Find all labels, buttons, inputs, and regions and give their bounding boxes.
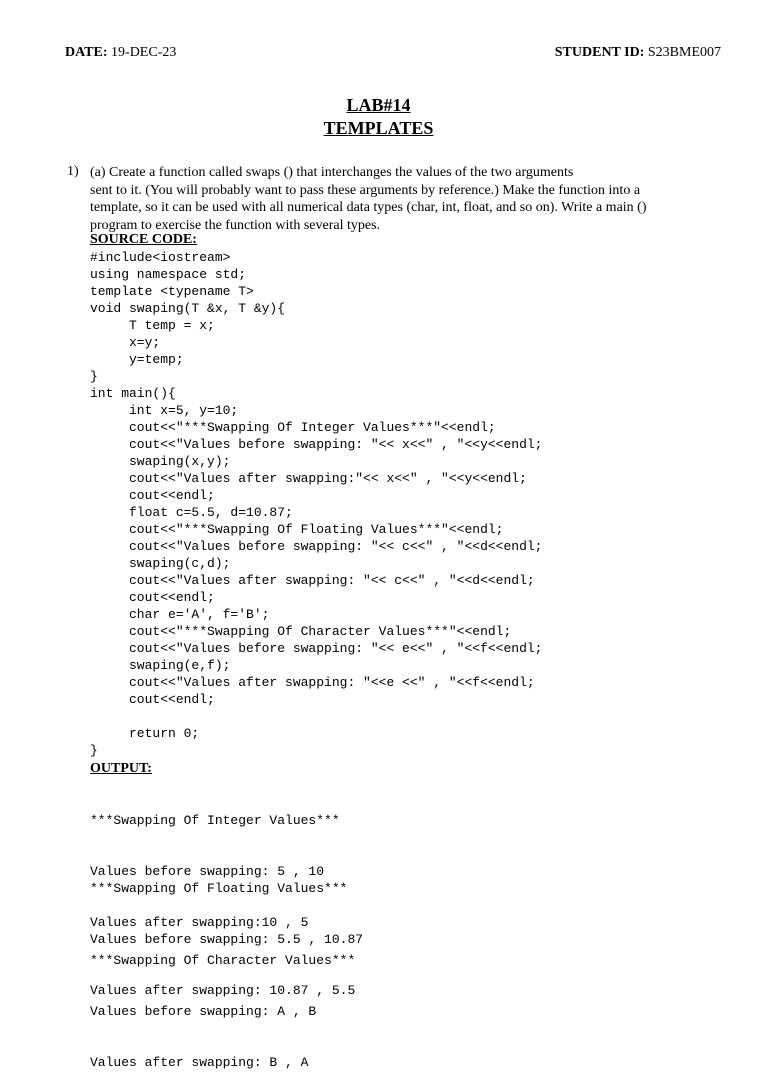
code-line: void swaping(T &x, T &y){ [90, 301, 286, 316]
code-line: swaping(x,y); [90, 454, 231, 469]
code-line: cout<<endl; [90, 590, 215, 605]
code-line: cout<<"***Swapping Of Floating Values***"<<endl; [90, 522, 504, 537]
student-id-field [555, 45, 721, 61]
code-line: } [90, 369, 98, 384]
output-line: ***Swapping Of Character Values*** [90, 953, 356, 968]
code-line: char e='A', f='B'; [90, 607, 270, 622]
code-line: cout<<endl; [90, 488, 215, 503]
student-id-label: STUDENT ID: [554, 45, 645, 60]
source-code-heading: SOURCE CODE: [90, 232, 197, 247]
code-line: swaping(e,f); [90, 658, 231, 673]
question-line: program to exercise the function with several types. [90, 217, 381, 233]
question-text [90, 164, 700, 234]
code-line: cout<<"Values before swapping: "<< c<<" , "<<d<<endl; [90, 539, 543, 554]
student-id-value: S23BME007 [647, 45, 721, 60]
question-line: template, so it can be used with all numerical data types (char, int, float, and so on). Write a main () [90, 200, 647, 216]
output-line: Values before swapping: A , B [90, 1004, 317, 1019]
code-line: cout<<"***Swapping Of Integer Values***"<<endl; [90, 420, 496, 435]
code-line: return 0; [90, 726, 200, 741]
output-line: Values before swapping: 5.5 , 10.87 [90, 932, 364, 947]
date-label: DATE: [65, 45, 108, 60]
code-line [90, 708, 542, 725]
code-line: cout<<"Values before swapping: "<< x<<" , "<<y<<endl; [90, 437, 543, 452]
code-line: int main(){ [90, 386, 176, 401]
code-line: cout<<"Values after swapping: "<<e <<" , "<<f<<endl; [90, 675, 535, 690]
code-line: #include<iostream> [90, 250, 231, 265]
question-line: sent to it. (You will probably want to pass these arguments by reference.) Make the function into a [90, 182, 641, 198]
code-line: x=y; [90, 335, 161, 350]
code-line: } [90, 743, 98, 758]
output-line: Values before swapping: 5 , 10 [90, 864, 325, 879]
code-line: float c=5.5, d=10.87; [90, 505, 293, 520]
output-line: Values after swapping:10 , 5 [90, 915, 309, 930]
lab-topic: TEMPLATES [323, 118, 434, 138]
output-line: ***Swapping Of Integer Values*** [90, 813, 340, 828]
code-line: using namespace std; [90, 267, 247, 282]
code-line: cout<<endl; [90, 692, 215, 707]
code-line: T temp = x; [90, 318, 215, 333]
question-number: 1) [67, 164, 79, 179]
output-heading: OUTPUT: [90, 761, 152, 776]
code-line: cout<<"***Swapping Of Character Values***"<<endl; [90, 624, 512, 639]
code-line: cout<<"Values after swapping: "<< c<<" , "<<d<<endl; [90, 573, 535, 588]
date-value: 19-DEC-23 [111, 45, 177, 60]
output-line: Values after swapping: 10.87 , 5.5 [90, 983, 356, 998]
output-line: Values after swapping: B , A [90, 1055, 309, 1070]
date-field [65, 45, 176, 61]
lab-title: LAB#14 [346, 95, 411, 115]
output-line: ***Swapping Of Floating Values*** [90, 881, 348, 896]
question-line: (a) Create a function called swaps () that interchanges the values of the two arguments [90, 165, 574, 180]
source-code-block [90, 249, 542, 759]
code-line: template <typename T> [90, 284, 254, 299]
output-character-block [90, 918, 355, 1088]
code-line: int x=5, y=10; [90, 403, 239, 418]
code-line: swaping(c,d); [90, 556, 231, 571]
code-line: cout<<"Values before swapping: "<< e<<" , "<<f<<endl; [90, 641, 543, 656]
code-line: y=temp; [90, 352, 184, 367]
code-line: cout<<"Values after swapping:"<< x<<" , "<<y<<endl; [90, 471, 527, 486]
